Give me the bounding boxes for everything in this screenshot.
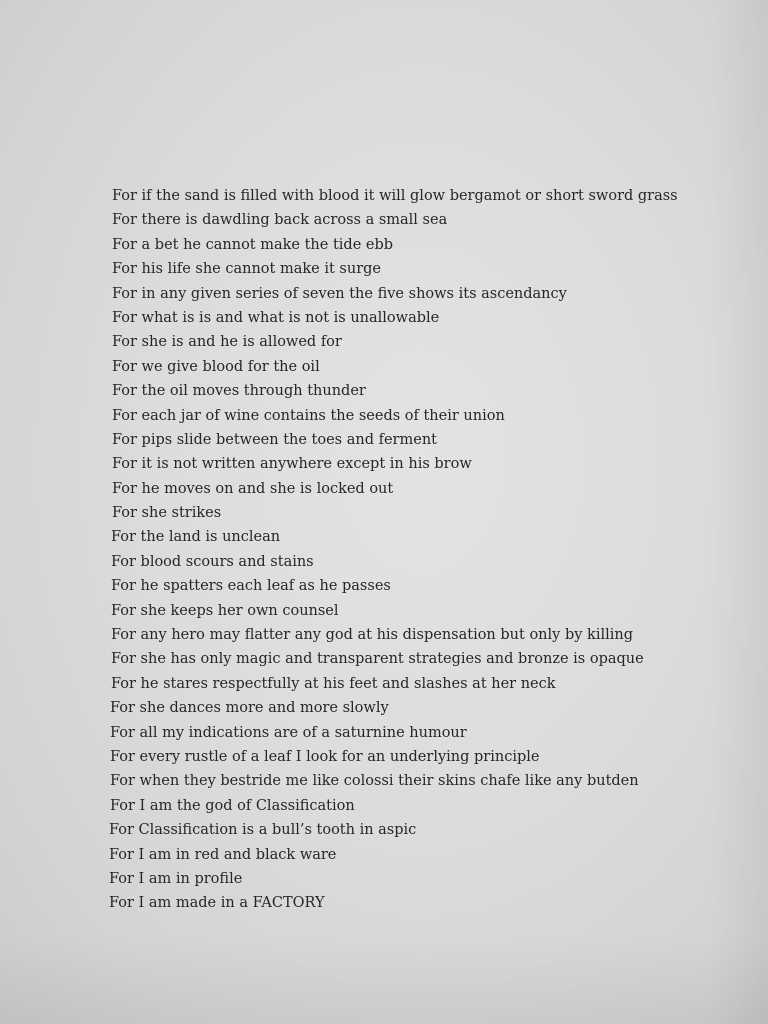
- poem-line: For he moves on and she is locked out: [112, 480, 394, 497]
- poem-line: For he stares respectfully at his feet and slashes at her neck: [111, 675, 556, 692]
- poem-line: For the oil moves through thunder: [112, 383, 366, 400]
- poem-line: For a bet he cannot make the tide ebb: [112, 236, 394, 253]
- poem-line: For what is is and what is not is unallowable: [112, 309, 440, 326]
- poem-line: For I am in red and black ware: [109, 846, 337, 863]
- poem-line: For in any given series of seven the five shows its ascendancy: [112, 285, 567, 302]
- poem-line: For she keeps her own counsel: [111, 602, 339, 619]
- poem-line: For she dances more and more slowly: [110, 700, 389, 717]
- poem-line: For when they bestride me like colossi their skins chafe like any butden: [110, 773, 639, 790]
- poem-line: For she has only magic and transparent strategies and bronze is opaque: [111, 651, 644, 668]
- poem-text: [109, 184, 752, 916]
- poem-line: For if the sand is filled with blood it will glow bergamot or short sword grass: [112, 188, 678, 204]
- poem-line: For every rustle of a leaf I look for an underlying principle: [110, 748, 540, 765]
- poem-line: For she strikes: [112, 505, 222, 522]
- poem-line: For blood scours and stains: [111, 553, 314, 570]
- poem-line: For the land is unclean: [111, 529, 281, 546]
- poem-line: For I am the god of Classification: [110, 797, 355, 814]
- poem-line: For all my indications are of a saturnine humour: [110, 724, 467, 741]
- poem-line: For each jar of wine contains the seeds of their union: [112, 407, 505, 424]
- page-shadow-bottom: [0, 934, 768, 1024]
- poem-line: For Classification is a bull’s tooth in aspic: [109, 822, 417, 839]
- poem-line: For I am in profile: [109, 870, 243, 887]
- poem-line: For his life she cannot make it surge: [112, 261, 381, 278]
- poem-line: For we give blood for the oil: [112, 358, 320, 375]
- poem-line: For any hero may flatter any god at his dispensation but only by killing: [111, 627, 633, 644]
- poem-line: For she is and he is allowed for: [112, 334, 342, 351]
- poem-line: For he spatters each leaf as he passes: [111, 578, 391, 595]
- poem-line: For there is dawdling back across a small sea: [112, 212, 448, 229]
- poem-line: For I am made in a FACTORY: [109, 895, 325, 912]
- poem-line: For it is not written anywhere except in his brow: [112, 456, 472, 473]
- poem-line: For pips slide between the toes and ferment: [112, 431, 437, 448]
